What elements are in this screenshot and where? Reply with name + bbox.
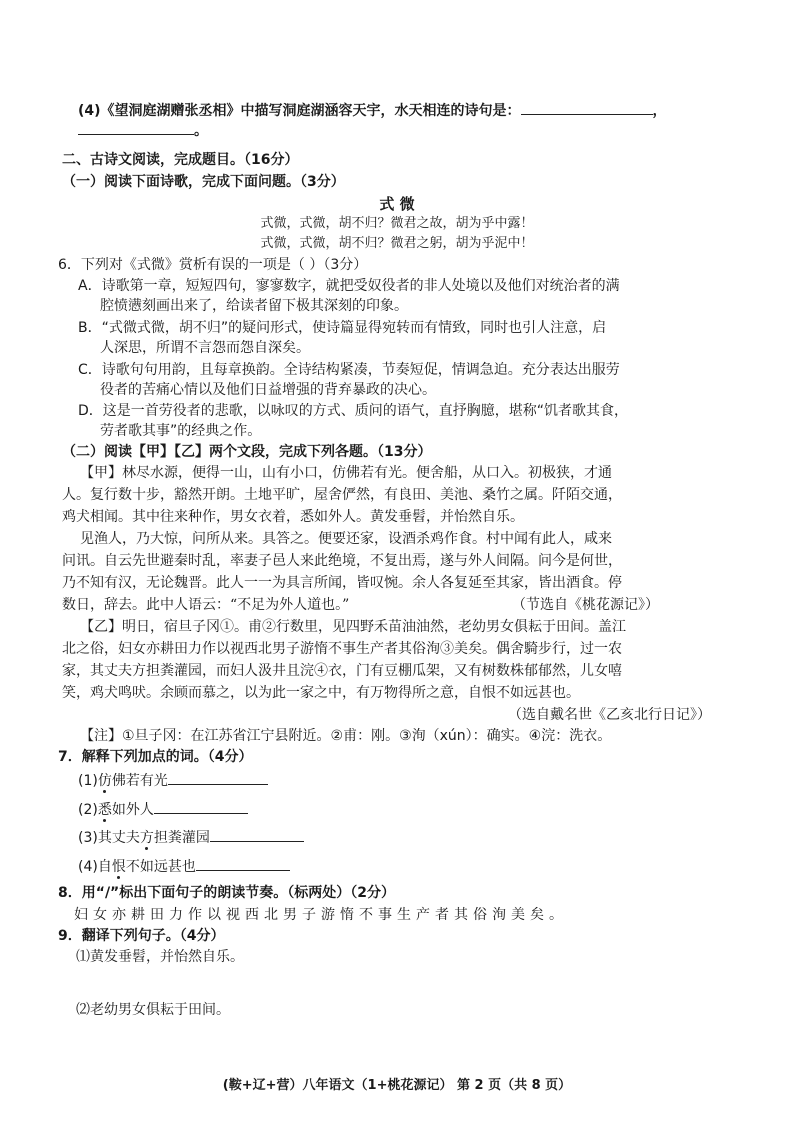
q6-stem: 6．下列对《式微》赏析有误的一项是（ ）（3分） — [58, 257, 368, 273]
yi-line-1: 【乙】明日，宿旦子冈①。甫②行数里，见四野禾苗油油然，老幼男女俱耘于田间。盖江 — [80, 619, 626, 635]
annotation-note: 【注】①旦子冈：在江苏省江宁县附近。②甫：刚。③洵（xún）：确实。④浣：洗衣。 — [80, 728, 612, 744]
part2-heading: （二）阅读【甲】【乙】两个文段，完成下列各题。（13分） — [62, 444, 432, 460]
yi-line-2: 北之俗，妇女亦耕田力作以视西北男子游惰不事生产者其俗洵③美矣。偶舍騎步行，过一农 — [62, 641, 622, 657]
jia-line-1: 【甲】林尽水源，便得一山，山有小口，仿佛若有光。便舍船，从口入。初极狭，才通 — [80, 465, 612, 481]
q7-item-2-blank[interactable] — [154, 799, 248, 814]
q4-end-mark: ， — [652, 103, 667, 119]
part1-heading: （一）阅读下面诗歌，完成下面问题。（3分） — [62, 174, 345, 190]
q6-option-d-line-2: 劳者歌其事”的经典之作。 — [100, 423, 262, 439]
q7-item-2-suffix: 如外人 — [111, 802, 154, 818]
q7-item-3-suffix: 担粪灌园 — [153, 830, 210, 846]
q6-option-b-line-2: 人深思，所谓不言怨而怨自深矣。 — [100, 340, 310, 356]
q7-item-1-prefix: (1) — [78, 773, 98, 789]
q7-item-1-dotted-word: 仿 — [97, 773, 112, 789]
yi-line-4: 笑，鸡犬鸣吠。余顾而慕之，以为此一家之中，有万物得所之意，自恨不如远甚也。 — [62, 685, 580, 701]
section2-heading: 二、古诗文阅读，完成题目。（16分） — [62, 152, 299, 168]
jia-source: （节选自《桃花源记》） — [512, 597, 659, 613]
yi-source: （选自戴名世《乙亥北行日记》） — [508, 707, 711, 723]
q7-item-4 — [78, 856, 290, 877]
q7-item-4-prefix: (4)自 — [78, 859, 112, 875]
q8-stem: 8．用“/”标出下面句子的朗读节奏。（标两处）（2分） — [58, 885, 395, 901]
jia-line-6: 乃不知有汉，无论魏晋。此人一一为具言所闻，皆叹惋。余人各复延至其家，皆出酒食。停 — [62, 575, 622, 591]
q7-item-4-suffix: 不如远甚也 — [125, 859, 196, 875]
q7-item-2 — [78, 799, 248, 820]
q4-tail: 。 — [194, 123, 208, 139]
q8-sentence[interactable]: 妇女亦耕田力作以视西北男子游惰不事生产者其俗洵美矣。 — [74, 907, 568, 923]
q4-line — [78, 100, 667, 121]
jia-line-5: 问讯。自云先世避秦时乱，率妻子邑人来此绝境，不复出焉，遂与外人间隔。问今是何世， — [62, 553, 622, 569]
q7-item-2-dotted-word: 悉 — [97, 802, 112, 818]
q7-item-1 — [78, 770, 268, 791]
poem-line-2: 式微，式微，胡不归？微君之躬，胡为乎泥中！ — [260, 236, 534, 251]
q6-option-c-line-2: 役者的苦痛心情以及他们日益增强的背弃暴政的决心。 — [100, 382, 436, 398]
jia-line-3: 鸡犬相闻。其中往来种作，男女衣着，悉如外人。黄发垂髫，并怡然自乐。 — [62, 509, 524, 525]
poem-title: 式 微 — [379, 195, 415, 213]
yi-line-3: 家，其丈夫方担粪灌园，而妇人汲井且浣④衣，门有豆棚瓜架，又有树数株郁郁然，儿女嘻 — [62, 663, 622, 679]
poem-line-1: 式微，式微，胡不归？微君之故，胡为乎中露！ — [260, 216, 534, 231]
q7-item-1-suffix: 佛若有光 — [111, 773, 168, 789]
q4-text: (4)《望洞庭湖赠张丞相》中描写洞庭湖涵容天宇，水天相连的诗句是： — [78, 103, 521, 119]
q7-item-3 — [78, 827, 304, 848]
q4-line-2 — [78, 120, 208, 141]
q9-item-2: ⑵老幼男女俱耘于田间。 — [76, 1002, 230, 1018]
q9-item-1: ⑴黄发垂髫，并怡然自乐。 — [76, 949, 244, 965]
jia-line-4: 见渔人，乃大惊，问所从来。具答之。便要还家，设酒杀鸡作食。村中闻有此人，咸来 — [80, 531, 612, 547]
q7-item-4-blank[interactable] — [196, 856, 290, 871]
q7-item-3-prefix: (3)其丈夫 — [78, 830, 140, 846]
q6-option-d-line-1: D．这是一首劳役者的悲歌，以咏叹的方式、质问的语气，直抒胸臆，堪称“饥者歌其食， — [78, 403, 629, 419]
q7-stem: 7．解释下列加点的词。（4分） — [58, 749, 253, 765]
jia-line-2: 人。复行数十步，豁然开朗。土地平旷，屋舍俨然，有良田、美池、桑竹之属。阡陌交通， — [62, 487, 622, 503]
q6-option-a-line-2: 腔愤懑刻画出来了，给读者留下极其深刻的印象。 — [100, 298, 408, 314]
q4-blank-1[interactable] — [521, 100, 653, 115]
q7-item-3-blank[interactable] — [210, 827, 304, 842]
q7-item-1-blank[interactable] — [168, 770, 268, 785]
q6-option-b-line-1: B．“式微式微，胡不归”的疑问形式，使诗篇显得宛转而有情致，同时也引人注意，启 — [78, 320, 607, 336]
q6-option-c-line-1: C．诗歌句句用韵，且每章换韵。全诗结构紧凑，节奏短促，情调急迫。充分表达出服劳 — [78, 362, 620, 378]
q7-item-3-dotted-word: 方 — [139, 830, 154, 846]
jia-line-7: 数日，辞去。此中人语云：“不足为外人道也。” — [62, 597, 350, 613]
q9-stem: 9．翻译下列句子。（4分） — [58, 928, 225, 944]
q7-item-2-prefix: (2) — [78, 802, 98, 818]
q6-option-a-line-1: A．诗歌第一章，短短四句，寥寥数字，就把受奴役者的非人处境以及他们对统治者的满 — [78, 278, 620, 294]
q4-blank-2[interactable] — [78, 120, 194, 135]
page-footer: (鞍+辽+营）八年语文（1+桃花源记） 第 2 页（共 8 页） — [222, 1078, 572, 1093]
q7-item-4-dotted-word: 恨 — [111, 859, 126, 875]
